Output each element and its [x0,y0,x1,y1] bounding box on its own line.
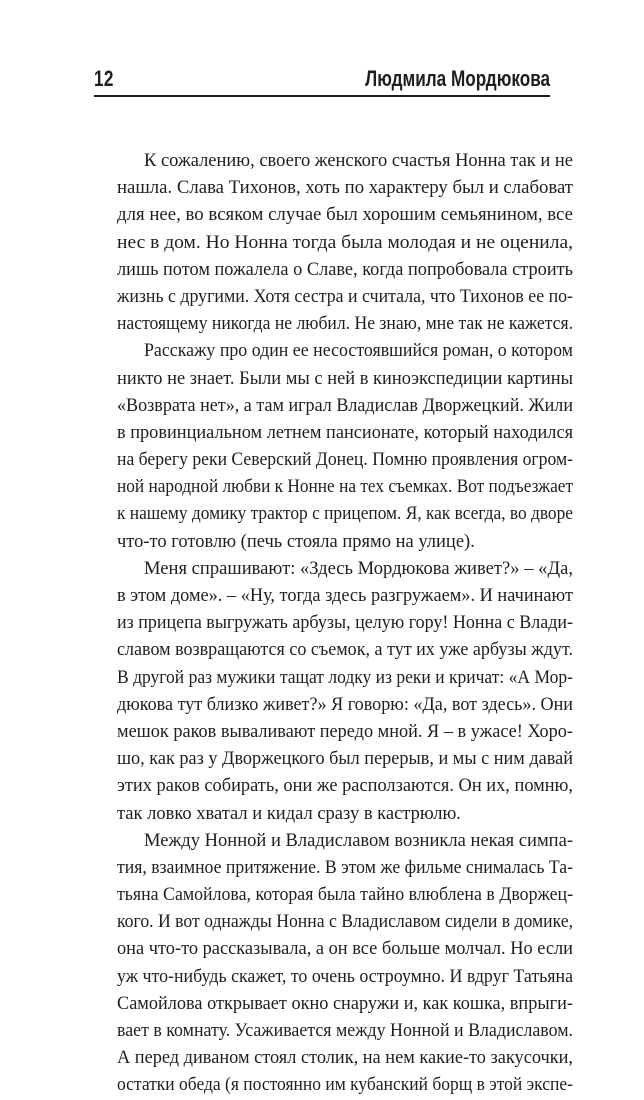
text-line: она что-то рассказывала, а он все больше молчал. Но если [117,939,573,960]
text-line: этих раков собирать, они же расползаются. Он их, помню, [117,776,573,797]
header-rule [94,95,550,97]
text-line: лишь потом пожалела о Славе, когда попробовала строить [117,259,573,280]
text-line: шо, как раз у Дворжецкого был перерыв, и мы с ним давай [117,749,573,770]
text-line: мешок раков вываливают передо мной. Я – в ужасе! Хоро- [117,721,573,742]
text-line: Самойлова открывает окно снаружи и, как кошка, впрыги- [117,993,573,1014]
text-line: так ловко хватал и кидал сразу в кастрюлю. [117,803,461,824]
text-line: в провинциальном летнем пансионате, который находился [117,422,573,443]
text-line: славом возвращаются со съемок, а тут их уже арбузы ждут. [117,640,573,661]
text-line: Расскажу про один ее несостоявшийся роман, о котором [144,341,573,362]
text-line: в этом доме». – «Ну, тогда здесь разгружаем». И начинают [117,586,573,606]
text-line: для нее, во всяком случае был хорошим семьянином, все [117,205,573,226]
text-line: никто не знает. Были мы с ней в киноэкспедиции картины [117,368,573,389]
text-line: из прицепа выгружать арбузы, целую гору! Нонна с Влади- [117,613,573,634]
text-line: ной народной любви к Нонне на тех съемках. Вот подъезжает [117,477,573,498]
page-header [94,58,550,96]
text-line: Между Нонной и Владиславом возникла некая симпа- [144,830,573,851]
text-line: тьяна Самойлова, которая была тайно влюблена в Дворжец- [117,885,573,906]
text-line: уж что-нибудь скажет, то очень остроумно. И вдруг Татьяна [117,966,573,987]
text-line: «Возврата нет», а там играл Владислав Дворжецкий. Жили [117,395,573,416]
text-line: Меня спрашивают: «Здесь Мордюкова живет?» – «Да, [144,558,573,579]
text-line: нашла. Слава Тихонов, хоть по характеру был и слабоват [117,178,573,199]
text-line: К сожалению, своего женского счастья Нонна так и не [144,151,573,171]
text-line: А перед диваном стоял столик, на нем какие-то закусочки, [117,1048,573,1069]
text-line: к нашему домику трактор с прицепом. Я, как всегда, во дворе [117,504,573,525]
text-line: жизнь с другими. Хотя сестра и считала, что Тихонов ее по- [117,286,573,307]
text-line: настоящему никогда не любил. Не знаю, мне так не кажется. [117,314,573,335]
text-line: остатки обеда (я постоянно им кубанский борщ в этой экспе- [117,1075,573,1096]
text-line: нес в дом. Но Нонна тогда была молодая и не оценила, [117,232,573,253]
text-line: тия, взаимное притяжение. В этом же фильме снималась Та- [117,857,573,878]
running-head-author: Людмила Мордюкова [365,66,550,91]
text-line: дюкова тут близко живет?» Я говорю: «Да, вот здесь». Они [117,694,573,715]
page-number: 12 [94,66,114,91]
text-line: кого. И вот однажды Нонна с Владиславом сидели в домике, [117,912,573,933]
text-line: вает в комнату. Усаживается между Нонной и Владиславом. [117,1021,573,1041]
text-line: на берегу реки Северский Донец. Помню проявления огром- [117,450,573,471]
text-line: что-то готовлю (печь стояла прямо на улице). [117,531,475,552]
body-text [117,148,573,1100]
text-line: В другой раз мужики тащат лодку из реки и кричат: «А Мор- [117,667,573,688]
